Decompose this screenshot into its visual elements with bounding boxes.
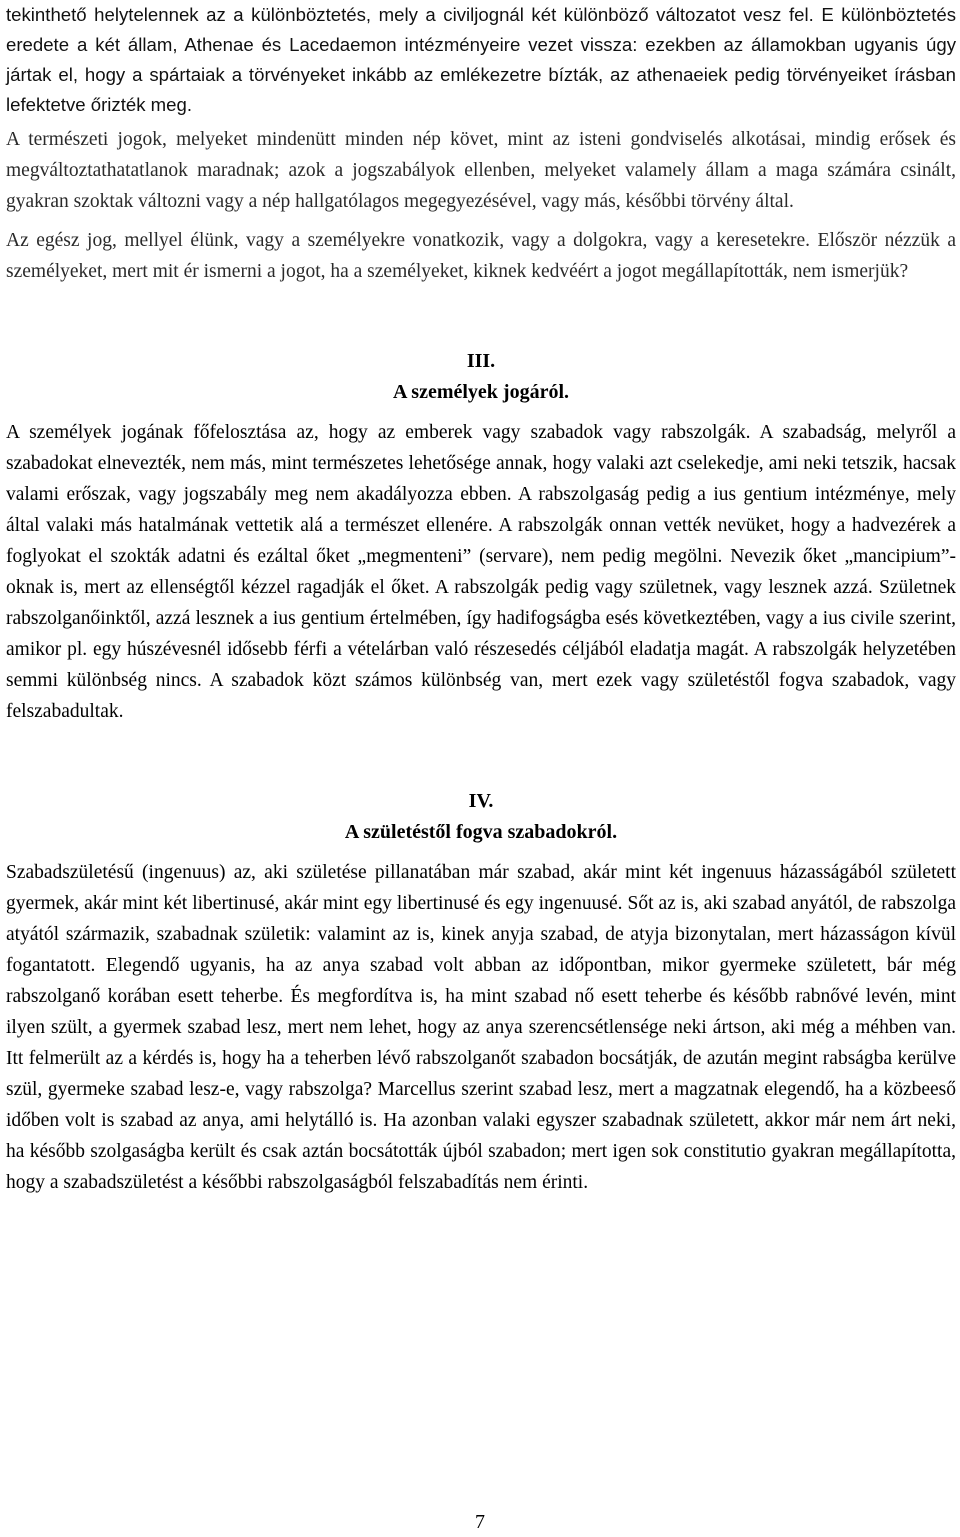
paragraph-natural-law: A természeti jogok, melyeket mindenütt minden nép követ, mint az isteni gondviselés alkotásai, mindig erősek és megváltoztathatatlanok maradnak; azok a jogszabályok ellenben, melyeket valamely állam a maga számára csinált, gyakran szoktak változni vagy a nép hallgatólagos megegyezésével, vagy más, későbbi törvény által. xyxy=(6,129,956,212)
section-iii-title: A személyek jogáról. xyxy=(392,381,570,403)
section-iv-title: A születéstől fogva szabadokról. xyxy=(344,821,618,843)
section-iii xyxy=(6,346,956,727)
section-iii-paragraph: A személyek jogának főfelosztása az, hogy az emberek vagy szabadok vagy rabszolgák. A szabadság, melyről a szabadokat elnevezték, nem más, mint természetes lehetősége annak, hogy valaki azt cselekedje, ami neki tetszik, hacsak valami erőszak, vagy jogszabály meg nem akadályozza ebben. A rabszolgaság pedig a ius gentium intézménye, mely által valaki más hatalmának vettetik alá a természet ellenére. A rabszolgák onnan vették nevüket, hogy a hadvezérek a foglyokat el szokták adatni és ezáltal őket „megmenteni” (servare), nem pedig megölni. Nevezik őket „mancipium”-oknak is, mert az ellenségtől kézzel ragadják el őket. A rabszolgák pedig vagy születnek, vagy lesznek azzá. Születnek rabszolganőinktől, azzá lesznek a ius gentium értelmében, így hadifogságba esés következtében, vagy a ius civile szerint, amikor pl. egy húszévesnél idősebb férfi a vételárban való részesedés céljából eladatja magát. A rabszolgák helyzetében semmi különbség nincs. A szabadok közt számos különbség van, mert ezek vagy születéstől fogva szabadok, vagy felszabadultak. xyxy=(6,422,956,722)
section-iv-paragraph: Szabadszületésű (ingenuus) az, aki születése pillanatában már szabad, akár mint két ingenuus házasságából született gyermek, akár mint két libertinusé, akár mint egy libertinusé és egy ingenuusé. Sőt az is, aki szabad anyától, de rabszolga atyától származik, szabadnak születik: valamint az is, kinek anyja szabad, de atyja bizonytalan, mert házasságon kívül fogantatott. Elegendő ugyanis, ha az anya szabad volt abban az időpontban, mikor gyermeke született, bár még rabszolganő korában esett teherbe. És megfordítva is, ha mint szabad nő esett teherbe és később rabnővé levén, mint ilyen szült, a gyermek szabad lesz, mert nem lehet, hogy az anya szerencsétlensége neki ártson, aki még a méhben van. Itt felmerült az a kérdés is, hogy ha a teherben lévő rabszolganőt szabadon bocsátják, de azután megint rabságba kerülve szül, gyermeke szabad lesz-e, vagy rabszolga? Marcellus szerint szabad lesz, mert a magzatnak elegendő, ha a közbeeső időben volt is szabad az anya, ami helytálló is. Ha azonban valaki egyszer szabadnak született, akkor már nem árt neki, ha később szolgaságba került és csak aztán bocsátották újból szabadon; mert igen sok constitutio gyakran megállapította, hogy a szabadszületést a későbbi rabszolgaságból felszabadítás nem érinti. xyxy=(6,862,956,1193)
section-iii-number: III. xyxy=(466,350,496,372)
document-page xyxy=(6,0,956,1198)
section-iv-number: IV. xyxy=(468,790,494,812)
spacer xyxy=(6,287,956,346)
paragraph-persons-things-actions: Az egész jog, mellyel élünk, vagy a személyekre vonatkozik, vagy a dolgokra, vagy a keresetekre. Először nézzük a személyeket, mert mit ér ismerni a jogot, ha a személyeket, kiknek kedvéért a jogot megállapították, nem ismerjük? xyxy=(6,230,956,282)
paragraph-legal-tradition: tekinthető helytelennek az a különböztetés, mely a civiljognál két különböző változatot vesz fel. E különböztetés eredete a két állam, Athenae és Lacedaemon intézményeire vezet vissza: ezekben az államokban ugyanis úgy jártak el, hogy a spártaiak a törvényeket inkább az emlékezetre bízták, az athenaeiek pedig törvényeiket írásban lefektetve őrizték meg. xyxy=(6,4,956,115)
spacer xyxy=(6,727,956,786)
section-iv xyxy=(6,786,956,1198)
page-number: 7 xyxy=(475,1511,485,1533)
